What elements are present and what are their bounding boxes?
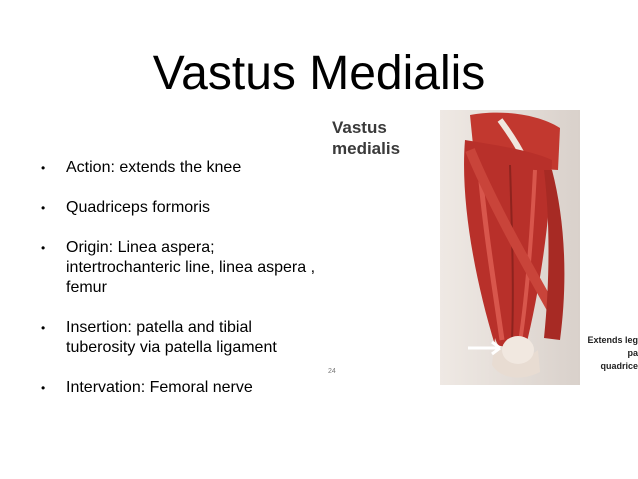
bullet-text: Quadriceps formoris bbox=[66, 199, 211, 216]
bullet-text: Action: extends the knee bbox=[66, 159, 242, 176]
bullet-origin bbox=[38, 238, 318, 298]
bullet-text: Insertion: patella and tibial tuberosity via patella ligament bbox=[66, 319, 277, 356]
bullet-text: Intervation: Femoral nerve bbox=[66, 379, 253, 396]
bullet-action bbox=[38, 158, 318, 178]
thigh-muscle-model-image bbox=[440, 110, 580, 385]
bullet-insertion bbox=[38, 318, 318, 358]
anatomy-figure bbox=[322, 110, 638, 390]
figure-caption: Extends leg pa quadrice bbox=[587, 335, 638, 371]
bullet-innervation bbox=[38, 378, 318, 398]
bullet-text: Origin: Linea aspera; intertrochanteric line, linea aspera , femur bbox=[66, 239, 316, 296]
bullet-dot: • bbox=[41, 381, 46, 395]
bullet-list bbox=[38, 158, 318, 418]
figure-page-number: 24 bbox=[328, 368, 336, 375]
bullet-dot: • bbox=[41, 201, 46, 215]
slide-title: Vastus Medialis bbox=[152, 47, 486, 100]
bullet-dot: • bbox=[41, 321, 46, 335]
bullet-group bbox=[38, 198, 318, 218]
bullet-dot: • bbox=[41, 241, 46, 255]
bullet-dot: • bbox=[41, 161, 46, 175]
figure-label: Vastus medialis bbox=[332, 118, 401, 158]
